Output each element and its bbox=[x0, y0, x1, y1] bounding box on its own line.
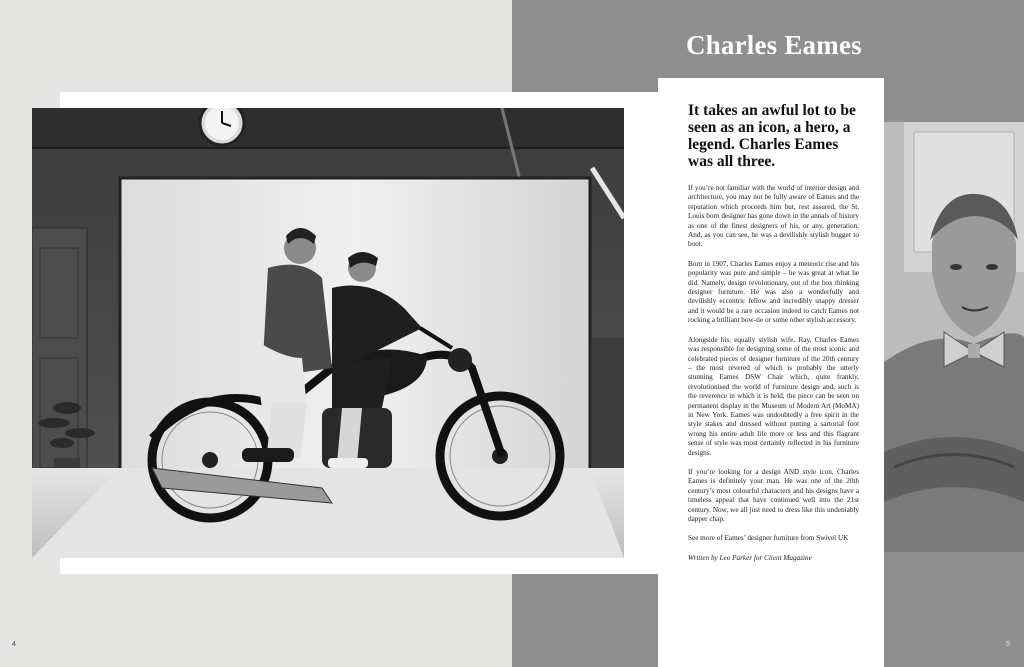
article-title: Charles Eames bbox=[686, 30, 862, 60]
article-body bbox=[688, 102, 859, 562]
paragraph-5: See more of Eames’ designer furniture from Swivel UK bbox=[688, 534, 849, 543]
paragraph-1: If you’re not familiar with the world of interior design and architecture, you may not be fully aware of Eames and the reputation which proceeds him but, rest assured, the St. Louis born designer has gone down in the annals of history as one of the finest designers of his, or any, generation. And, as you can see, he was a devilishly stylish bugger to boot. bbox=[688, 184, 859, 249]
paragraph-4: If you’re looking for a design AND style icon, Charles Eames is definitely your man. He was one of the 20th century’s most colourful characters and his designs have a timeless appeal that have continued well into the 21st century. Now, we all just need to dress like this undeniably dapper chap. bbox=[688, 467, 859, 523]
motorcycle-photo bbox=[32, 108, 624, 558]
page-number-left: 4 bbox=[12, 641, 16, 648]
paragraph-2: Born in 1907, Charles Eames enjoy a meteoric rise and his popularity was pure and simple – he was great at what he did. Namely, design revolutionary, out of the box thinking designer furniture. He was also a wonderfully and devilishly eccentric fellow and incredibly snappy dresser and it would be a rare occasion indeed to catch Eames not rocking a brilliant bow-tie or some other stylish accessory. bbox=[688, 259, 859, 325]
article-text-panel bbox=[658, 78, 884, 667]
author-credit: Written by Leo Parker for Client Magazine bbox=[688, 553, 812, 562]
portrait-photo bbox=[884, 122, 1024, 552]
page-number-right: 5 bbox=[1006, 641, 1010, 648]
paragraph-3: Alongside his, equally stylish wife, Ray, Charles Eames was responsible for designing some of the most iconic and celebrated pieces of designer furniture of the 20th century – the most revered of which is probably the utterly stunning Eames DSW Chair which, quite frankly, revolutionised the world of furniture design and, such is the reverence in which it is held, the piece can be seen on permanent display in the Museum of Modern Art (MoMA) in New York. Eames was undoubtedly a free spirit in the style stakes and dressed without putting a sartorial foot wrong his entire adult life more or less and this flagrant sense of style was most certainly reflected in his furniture designs. bbox=[688, 335, 859, 457]
article-headline: It takes an awful lot to be seen as an icon, a hero, a legend. Charles Eames was all three. bbox=[688, 102, 856, 170]
